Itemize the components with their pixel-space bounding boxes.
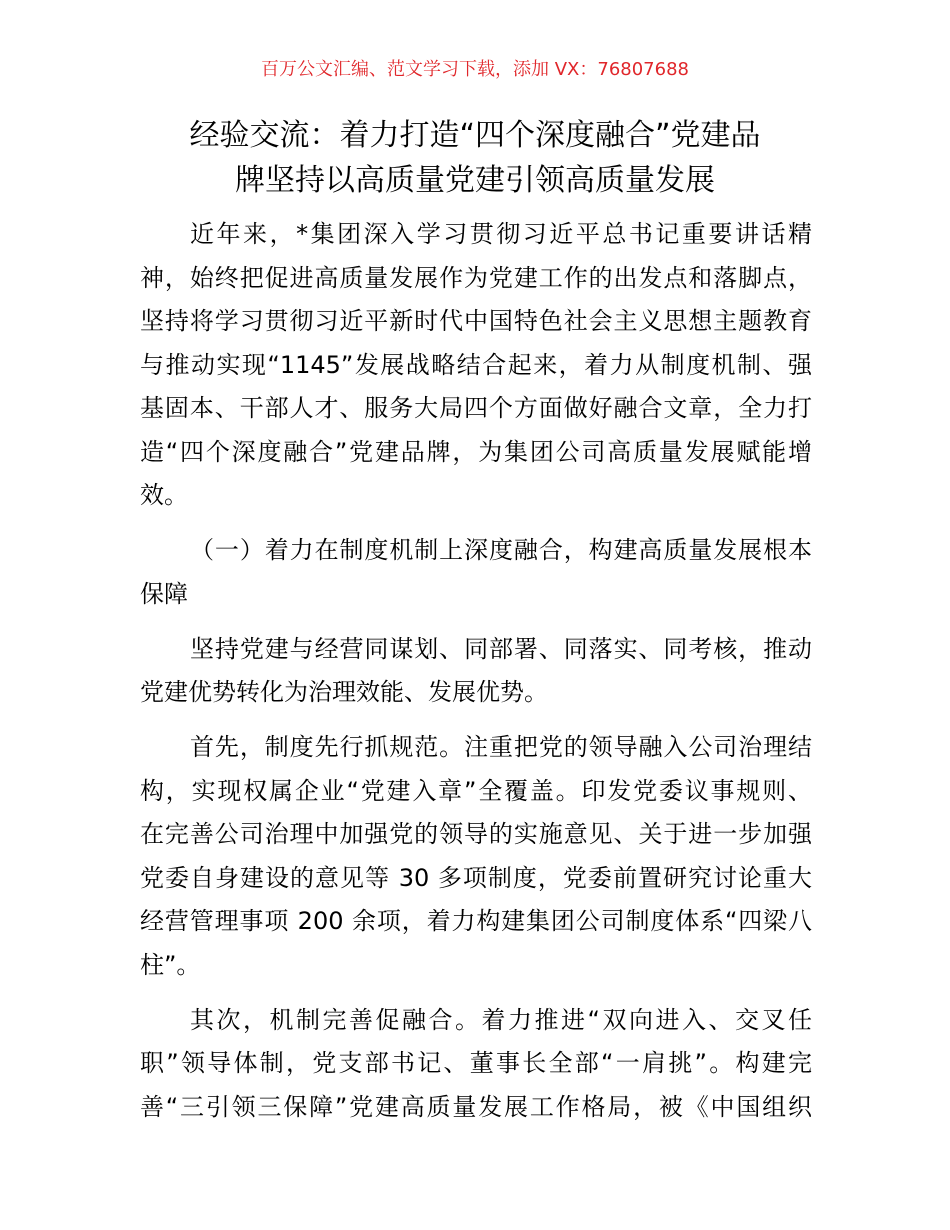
text-line: 经营管理事项 200 余项，着力构建集团公司制度体系“四梁八 [140,907,812,935]
text-line: 坚持将学习贯彻习近平新时代中国特色社会主义思想主题教育 [140,307,812,335]
section-heading [140,529,812,616]
text-line: 效。 [140,481,188,509]
text-line: 坚持党建与经营同谋划、同部署、同落实、同考核，推动 [190,634,812,663]
text-line: 构，实现权属企业“党建入章”全覆盖。印发党委议事规则、 [140,776,812,805]
paragraph [140,628,812,715]
text-line: 保障 [140,579,188,608]
paragraph [140,726,812,987]
text-line: 党建优势转化为治理效能、发展优势。 [140,678,548,706]
text-line: 基固本、干部人才、服务大局四个方面做好融合文章，全力打 [140,394,812,422]
text-line: （一）着力在制度机制上深度融合，构建高质量发展根本 [190,536,812,564]
text-line: 与推动实现“1145”发展战略结合起来，着力从制度机制、强 [140,350,812,379]
watermark-header: 百万公文汇编、范文学习下载，添加 VX：76807688 [261,59,689,80]
text-line: 神，始终把促进高质量发展作为党建工作的出发点和落脚点， [140,263,812,292]
title-line: 经验交流：着力打造“四个深度融合”党建品 [189,118,761,153]
text-line: 职”领导体制，党支部书记、董事长全部“一肩挑”。构建完 [140,1049,812,1077]
title-line: 牌坚持以高质量党建引领高质量发展 [235,163,715,198]
text-line: 其次，机制完善促融合。着力推进“双向进入、交叉任 [190,1005,812,1034]
text-line: 在完善公司治理中加强党的领导的实施意见、关于进一步加强 [140,820,812,848]
text-line: 造“四个深度融合”党建品牌，为集团公司高质量发展赋能增 [140,437,812,466]
text-line: 近年来，*集团深入学习贯彻习近平总书记重要讲话精 [190,220,812,248]
paragraph [140,999,812,1130]
document-title [100,113,850,203]
text-line: 党委自身建设的意见等 30 多项制度，党委前置研究讨论重大 [140,863,812,892]
text-line: 善“三引领三保障”党建高质量发展工作格局，被《中国组织 [140,1092,812,1121]
document-body [140,213,812,1141]
text-line: 柱”。 [140,950,201,979]
text-line: 首先，制度先行抓规范。注重把党的领导融入公司治理结 [190,733,812,761]
paragraph [140,213,812,518]
